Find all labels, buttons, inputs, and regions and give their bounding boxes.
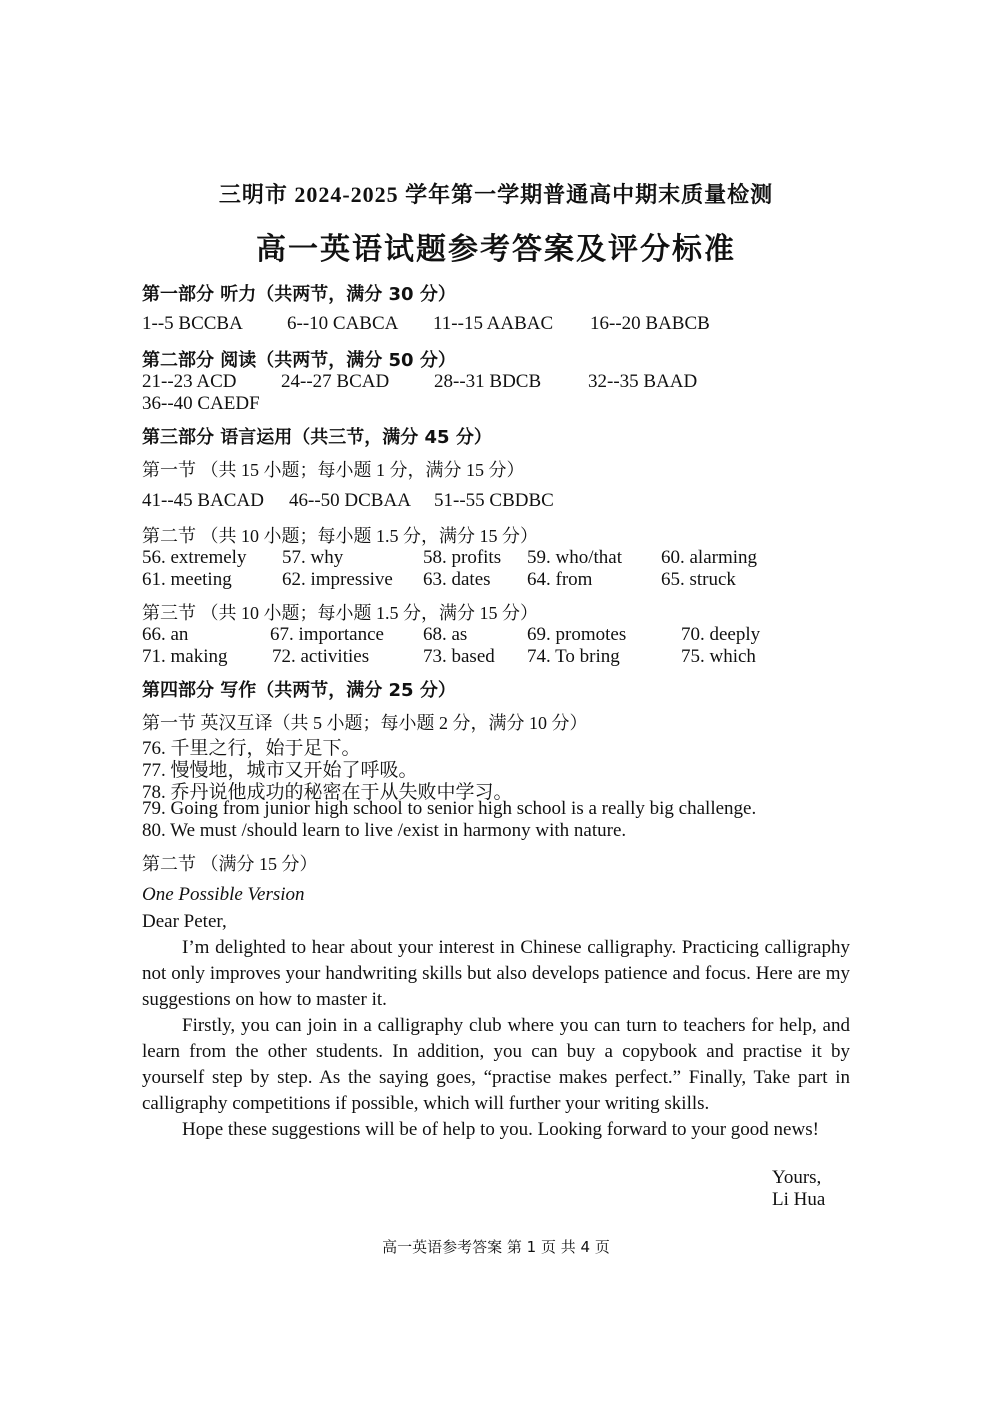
part2-heading: 第二部分 阅读（共两节，满分 50 分） (142, 350, 456, 371)
translation-item: 76. 千里之行，始于足下。 (142, 738, 361, 759)
part1-answers (142, 313, 842, 337)
answer-item: 75. which (681, 646, 756, 667)
part2-answers-row1 (142, 371, 842, 395)
answer-item: 56. extremely (142, 547, 247, 568)
answer-item: 69. promotes (527, 624, 627, 645)
part1-heading: 第一部分 听力（共两节，满分 30 分） (142, 284, 456, 305)
page-title: 高一英语试题参考答案及评分标准 (256, 232, 736, 267)
answer-item: 61. meeting (142, 569, 232, 590)
letter-greeting: Dear Peter, (142, 911, 227, 932)
part3-section3-heading: 第三节 （共 10 小题；每小题 1.5 分，满分 15 分） (142, 603, 538, 623)
answer-group: 21--23 ACD (142, 371, 237, 392)
answer-item: 74. To bring (527, 646, 620, 667)
answer-group: 16--20 BABCB (590, 313, 710, 334)
answer-item: 73. based (423, 646, 495, 667)
letter-closing: Yours, (772, 1167, 822, 1188)
answer-group: 28--31 BDCB (434, 371, 542, 392)
part4-heading: 第四部分 写作（共两节，满分 25 分） (142, 680, 456, 701)
answer-item: 71. making (142, 646, 228, 667)
answer-group: 41--45 BACAD (142, 490, 264, 511)
answer-group: 46--50 DCBAA (289, 490, 411, 511)
answer-item: 72. activities (272, 646, 370, 667)
answer-item: 70. deeply (681, 624, 761, 645)
translation-item: 80. We must /should learn to live /exist in harmony with nature. (142, 820, 627, 841)
answer-item: 63. dates (423, 569, 491, 590)
translation-item: 77. 慢慢地，城市又开始了呼吸。 (142, 760, 418, 781)
letter-paragraph: Hope these suggestions will be of help to you. Looking forward to your good news! (182, 1119, 819, 1140)
answer-item: 67. importance (270, 624, 384, 645)
part3-section3-row1 (142, 624, 842, 648)
answer-group: 36--40 CAEDF (142, 393, 260, 414)
answer-item: 62. impressive (282, 569, 393, 590)
exam-title: 三明市 2024-2025 学年第一学期普通高中期末质量检测 (218, 182, 774, 207)
part3-heading: 第三部分 语言运用（共三节，满分 45 分） (142, 427, 492, 448)
answer-item: 59. who/that (527, 547, 622, 568)
part4-section1-heading: 第一节 英汉互译（共 5 小题；每小题 2 分，满分 10 分） (142, 713, 588, 733)
letter-signature: Li Hua (772, 1189, 826, 1210)
page-footer: 高一英语参考答案 第 1 页 共 4 页 (382, 1238, 610, 1256)
answer-item: 64. from (527, 569, 593, 590)
part4-section2-heading: 第二节 （满分 15 分） (142, 854, 318, 874)
answer-item: 68. as (423, 624, 468, 645)
translation-item: 78. 乔丹说他成功的秘密在于从失败中学习。 (142, 782, 513, 803)
part3-section1-heading: 第一节 （共 15 小题；每小题 1 分，满分 15 分） (142, 460, 525, 480)
answer-group: 11--15 AABAC (433, 313, 554, 334)
answer-item: 60. alarming (661, 547, 758, 568)
translation-item: 79. Going from junior high school to senior high school is a really big challenge. (142, 798, 757, 819)
answer-item: 65. struck (661, 569, 736, 590)
answer-group: 6--10 CABCA (287, 313, 399, 334)
answer-group: 1--5 BCCBA (142, 313, 243, 334)
answer-item: 58. profits (423, 547, 502, 568)
part3-section3-row2 (142, 646, 842, 670)
answer-item: 66. an (142, 624, 189, 645)
part3-section1-answers (142, 490, 842, 514)
answer-item: 57. why (282, 547, 344, 568)
answer-group: 32--35 BAAD (588, 371, 698, 392)
part3-section2-row1 (142, 547, 842, 571)
letter-paragraph: Firstly, you can join in a calligraphy club where you can turn to teachers for help, and learn from the other students. In addition, you can buy a copybook and practise it by yourself step by step. As the saying goes, “practise makes perfect.” Finally, Take part in calligraphy competitions if possible, which will further your writing skills. (142, 1015, 850, 1114)
part3-section2-row2 (142, 569, 842, 593)
letter-paragraph: I’m delighted to hear about your interest in Chinese calligraphy. Practicing calligraphy not only improves your handwriting skills but also develops patience and focus. Here are my suggestions on how to master it. (142, 937, 850, 1010)
answer-group: 51--55 CBDBC (434, 490, 554, 511)
answer-group: 24--27 BCAD (281, 371, 390, 392)
version-label: One Possible Version (142, 884, 305, 905)
part3-section2-heading: 第二节 （共 10 小题；每小题 1.5 分，满分 15 分） (142, 526, 538, 546)
